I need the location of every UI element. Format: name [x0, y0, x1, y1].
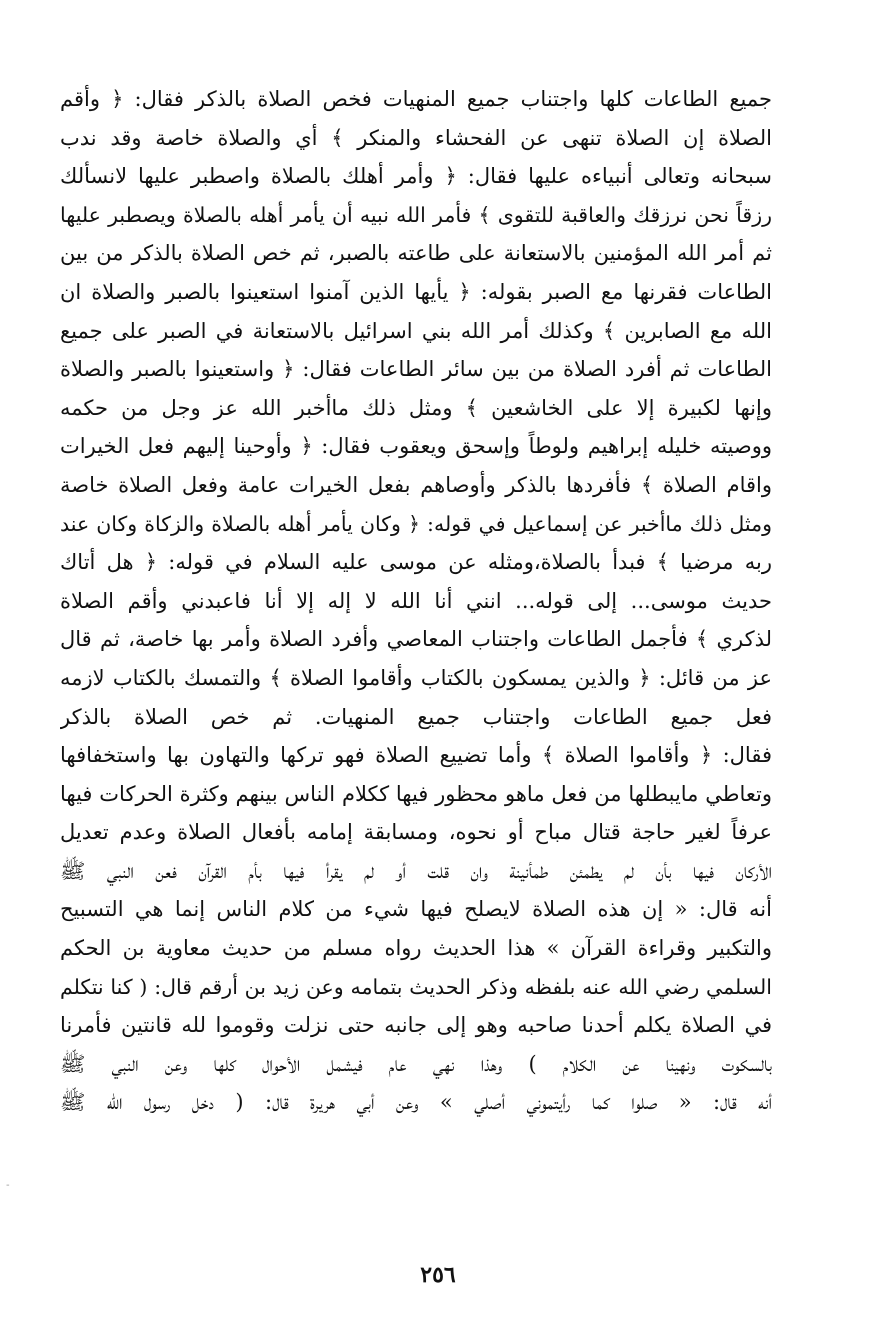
text-line: السلمي رضي الله عنه بلفظه وذكر الحديث بتمامه وعن زيد بن أرقم قال: ( كنا نتكلم: [60, 974, 772, 999]
text-line: ثم أمر الله المؤمنين بالاستعانة على طاعته بالصبر، ثم خص الصلاة بالذكر من بين: [60, 241, 772, 266]
text-line: فقال: ﴿ وأقاموا الصلاة ﴾ وأما تضييع الصلاة فهو تركها والتهاون بها واستخفافها: [60, 743, 772, 768]
text-line: حديث موسى... إلى قوله... انني أنا الله لا إله إلا أنا فاعبدني وأقم الصلاة: [60, 588, 772, 613]
text-line: والتكبير وقراءة القرآن » هذا الحديث رواه مسلم من حديث معاوية بن الحكم: [60, 936, 772, 961]
text-line: عرفاً لغير حاجة قتال مباح أو نحوه، ومسابقة إمامه بأفعال الصلاة وعدم تعديل: [60, 820, 772, 845]
body-text: [60, 80, 772, 1122]
text-line: الله مع الصابرين ﴾ وكذلك أمر الله بني اسرائيل بالاستعانة في الصبر على جميع: [60, 318, 772, 343]
text-line: ربه مرضيا ﴾ فبدأ بالصلاة،ومثله عن موسى عليه السلام في قوله: ﴿ هل أتاك: [60, 550, 772, 575]
text-line: في الصلاة يكلم أحدنا صاحبه وهو إلى جانبه حتى نزلت وقوموا لله قانتين فأمرنا: [60, 1013, 772, 1038]
text-line: الأركان فيها بأن لم يطمئن طمأنينة وان قلت أو لم يقرأ فيها بأم القرآن فعن النبي ﷺ: [60, 858, 772, 883]
text-line: أنه قال: « إن هذه الصلاة لايصلح فيها شيء من كلام الناس إنما هي التسبيح: [60, 897, 772, 922]
text-line: بالسكوت ونهينا عن الكلام ) وهذا نهي عام فيشمل الأحوال كلها وعن النبي ﷺ: [60, 1051, 772, 1076]
text-line: واقام الصلاة ﴾ فأفردها بالذكر وأوصاهم بفعل الخيرات عامة وفعل الصلاة خاصة: [60, 472, 772, 497]
text-line: ومثل ذلك ماأخبر عن إسماعيل في قوله: ﴿ وكان يأمر أهله بالصلاة والزكاة وكان عند: [60, 511, 772, 536]
text-line: الطاعات فقرنها مع الصبر بقوله: ﴿ يأيها الذين آمنوا استعينوا بالصبر والصلاة ان: [60, 279, 772, 304]
page-number: ٢٥٦: [420, 1262, 456, 1288]
text-line: وتعاطي مايبطلها من فعل ماهو محظور فيها ككلام الناس بينهم وكثرة الحركات فيها: [60, 781, 772, 806]
text-line: لذكري ﴾ فأجمل الطاعات واجتناب المعاصي وأفرد الصلاة وأمر بها خاصة، ثم قال: [60, 627, 772, 652]
text-line: رزقاً نحن نرزقك والعاقبة للتقوى ﴾ فأمر الله نبيه أن يأمر أهله بالصلاة ويصطبر عليها: [60, 202, 772, 227]
text-line: فعل جميع الطاعات واجتناب جميع المنهيات. ثم خص الصلاة بالذكر: [60, 704, 772, 729]
scan-margin-mark: -: [6, 1180, 10, 1191]
text-line: الصلاة إن الصلاة تنهى عن الفحشاء والمنكر ﴾ أي والصلاة خاصة وقد ندب: [60, 125, 772, 150]
text-line: سبحانه وتعالى أنبياءه عليها فقال: ﴿ وأمر أهلك بالصلاة واصطبر عليها لانسألك: [60, 164, 772, 189]
text-line: جميع الطاعات كلها واجتناب جميع المنهيات فخص الصلاة بالذكر فقال: ﴿ وأقم: [60, 87, 772, 111]
text-line: عز من قائل: ﴿ والذين يمسكون بالكتاب وأقاموا الصلاة ﴾ والتمسك بالكتاب لازمه: [60, 665, 772, 690]
text-line: ووصيته خليله إبراهيم ولوطاً وإسحق ويعقوب فقال: ﴿ وأوحينا إليهم فعل الخيرات: [60, 434, 772, 459]
text-line: وإنها لكبيرة إلا على الخاشعين ﴾ ومثل ذلك ماأخبر الله عز وجل من حكمه: [60, 395, 772, 420]
text-line: الطاعات ثم أفرد الصلاة من بين سائر الطاعات فقال: ﴿ واستعينوا بالصبر والصلاة: [60, 357, 772, 382]
text-line: أنه قال: « صلوا كما رأيتموني أصلي » وعن أبي هريرة قال: ( دخل رسول الله ﷺ: [60, 1090, 772, 1115]
